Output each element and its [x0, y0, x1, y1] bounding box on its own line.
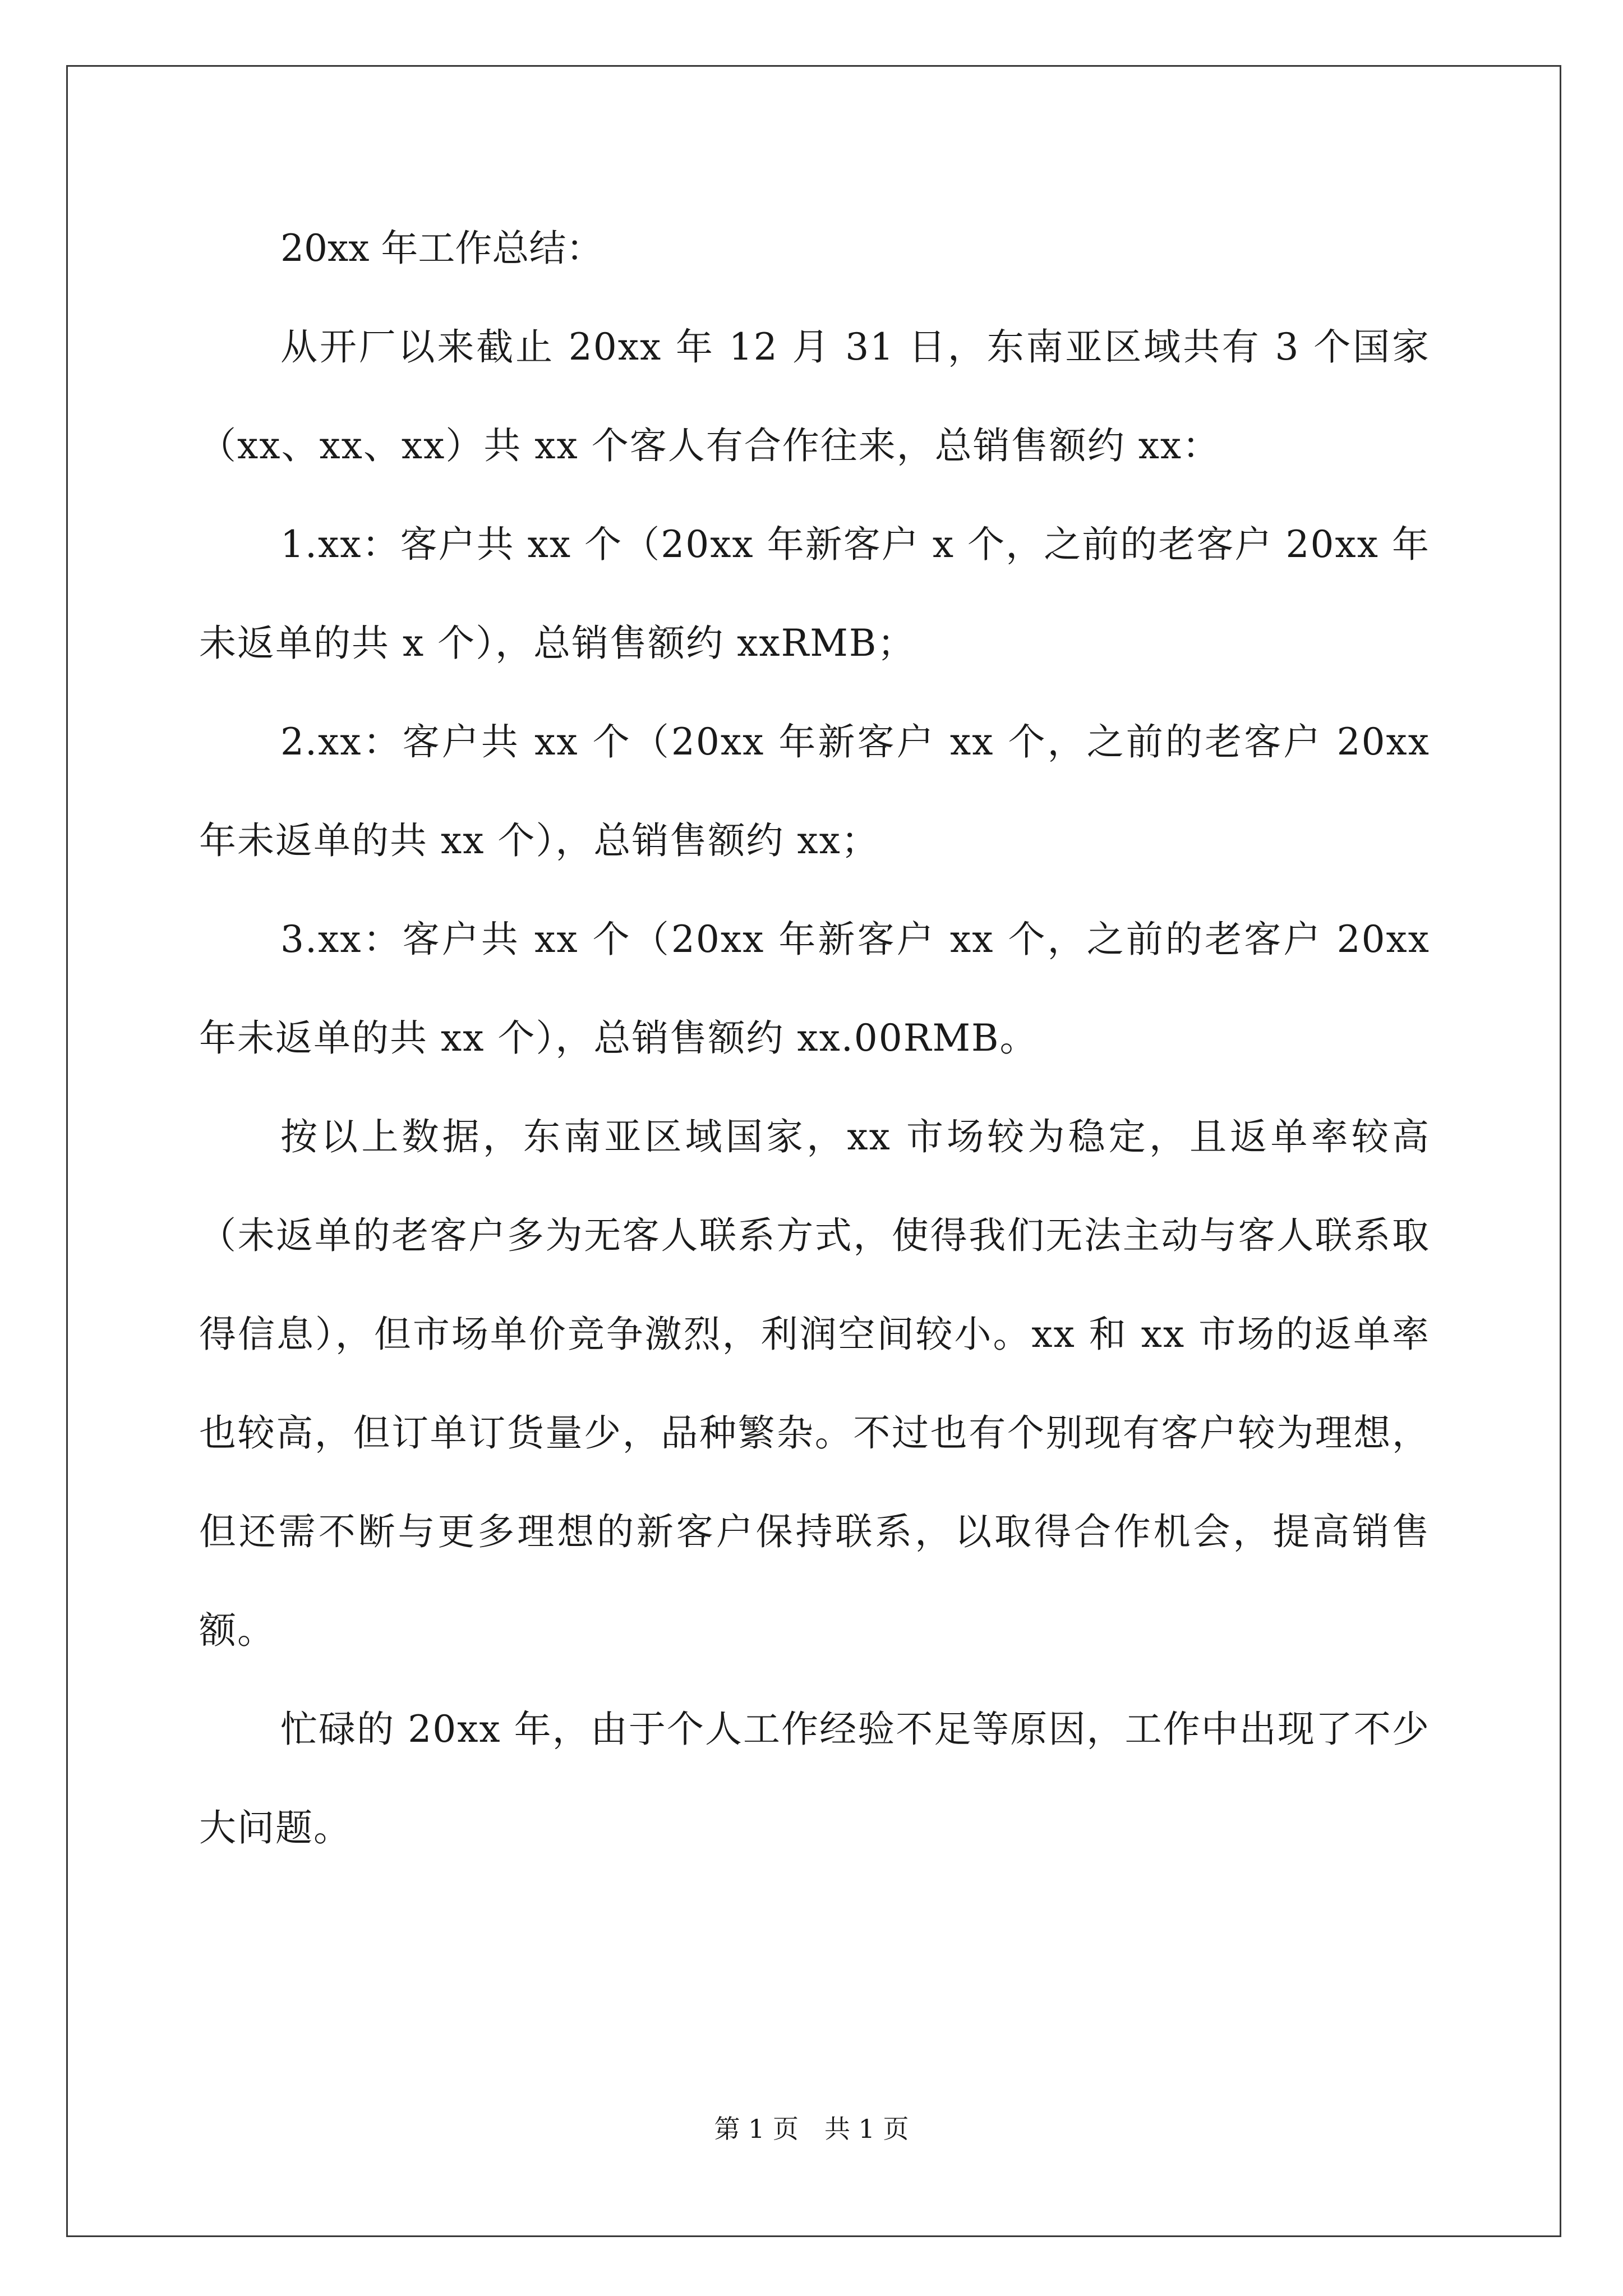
- paragraph-item-3: 3.xx：客户共 xx 个（20xx 年新客户 xx 个，之前的老客户 20xx 年未返单的共 xx 个），总销售额约 xx.00RMB。: [199, 918, 1430, 1060]
- paragraph-item-2: 2.xx：客户共 xx 个（20xx 年新客户 xx 个，之前的老客户 20xx 年未返单的共 xx 个），总销售额约 xx；: [199, 720, 1430, 862]
- document-body: [199, 199, 1430, 1878]
- document-title: 20xx 年工作总结：: [280, 227, 603, 270]
- paragraph-summary: 从开厂以来截止 20xx 年 12 月 31 日，东南亚区域共有 3 个国家（xx、xx、xx）共 xx 个客人有合作往来，总销售额约 xx：: [199, 325, 1430, 467]
- paragraph-item-1: 1.xx：客户共 xx 个（20xx 年新客户 x 个，之前的老客户 20xx 年未返单的共 x 个），总销售额约 xxRMB；: [199, 523, 1430, 665]
- paragraph-conclusion: 忙碌的 20xx 年，由于个人工作经验不足等原因，工作中出现了不少大问题。: [199, 1708, 1430, 1849]
- page-footer: 第 1 页 共 1 页: [714, 2114, 909, 2144]
- paragraph-analysis: 按以上数据，东南亚区域国家，xx 市场较为稳定，且返单率较高（未返单的老客户多为无客人联系方式，使得我们无法主动与客人联系取得信息），但市场单价竞争激烈，利润空间较小。xx 和 xx 市场的返单率也较高，但订单订货量少，品种繁杂。不过也有个别现有客户较为理想，但还需不断与更多理想的新客户保持联系，以取得合作机会，提高销售额。: [199, 1115, 1430, 1652]
